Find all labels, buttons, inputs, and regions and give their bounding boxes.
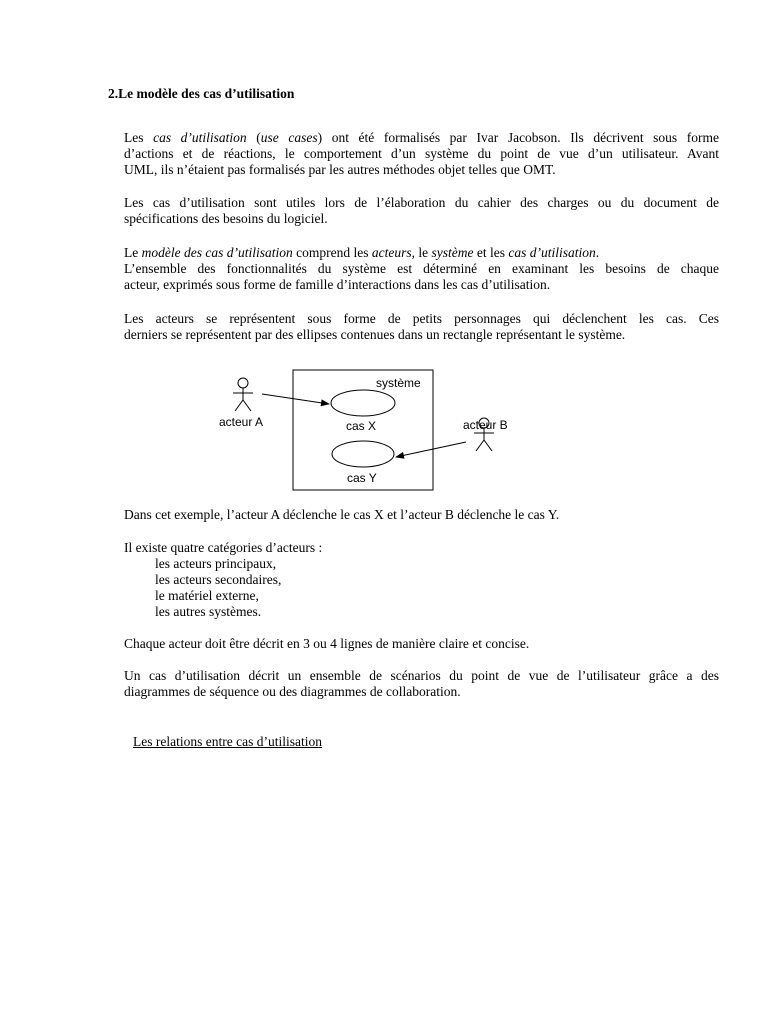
paragraph-line: Les cas d’utilisation sont utiles lors de l’élaboration du cahier des charges ou du document de [124, 195, 719, 210]
use-case-x-ellipse [331, 390, 395, 416]
paragraph-model-components [124, 245, 719, 293]
use-case-y-label: cas Y [347, 471, 377, 485]
use-case-x-label: cas X [346, 419, 377, 433]
paragraph-line: Le modèle des cas d’utilisation comprend les acteurs, le système et les cas d’utilisation. [124, 245, 600, 260]
subsection-heading: Les relations entre cas d’utilisation [133, 734, 322, 749]
use-case-y-ellipse [332, 441, 394, 467]
arrow-actor-a-to-case-x [262, 394, 329, 404]
list-item: les acteurs principaux, [155, 556, 277, 571]
paragraph-line: spécifications des besoins du logiciel. [124, 211, 328, 226]
paragraph-line: acteur, exprimés sous forme de famille d’interactions dans les cas d’utilisation. [124, 277, 551, 292]
list-item: le matériel externe, [155, 588, 259, 603]
use-case-diagram [200, 360, 530, 495]
paragraph-use-case-scenarios [124, 668, 719, 700]
paragraph-line: UML, ils n’étaient pas formalisés par les autres méthodes objet telles que OMT. [124, 162, 556, 177]
diagram-caption: Dans cet exemple, l’acteur A déclenche le cas X et l’acteur B déclenche le cas Y. [124, 507, 560, 522]
paragraph-line: diagrammes de séquence ou des diagrammes de collaboration. [124, 684, 461, 699]
list-item: les acteurs secondaires, [155, 572, 282, 587]
paragraph-line: Les cas d’utilisation (use cases) ont été formalisés par Ivar Jacobson. Ils décrivent sous forme [124, 130, 719, 145]
arrow-actor-b-to-case-y [396, 442, 466, 457]
actor-categories [124, 540, 322, 620]
actor-a-figure [233, 378, 253, 411]
paragraph-usefulness [124, 195, 719, 227]
paragraph-line: Un cas d’utilisation décrit un ensemble de scénarios du point de vue de l’utilisateur grâce a des [124, 668, 719, 683]
section-heading: 2.Le modèle des cas d’utilisation [108, 86, 295, 101]
paragraph-use-cases-intro [124, 130, 719, 178]
actor-b-label: acteur B [463, 418, 508, 432]
paragraph-line: L’ensemble des fonctionnalités du système est déterminé en examinant les besoins de chaque [124, 261, 719, 276]
actor-a-label: acteur A [219, 415, 264, 429]
system-label: système [376, 376, 421, 390]
paragraph-line: d’actions et de réactions, le comportement d’un système du point de vue d’un utilisateur. Avant [124, 146, 719, 161]
paragraph-line: derniers se représentent par des ellipses contenues dans un rectangle représentant le système. [124, 327, 626, 342]
paragraph-line: Les acteurs se représentent sous forme de petits personnages qui déclenchent les cas. Ces [124, 311, 719, 326]
paragraph-representation [124, 311, 719, 343]
categories-intro: Il existe quatre catégories d’acteurs : [124, 540, 323, 555]
list-item: les autres systèmes. [155, 604, 262, 619]
paragraph-actor-description: Chaque acteur doit être décrit en 3 ou 4 lignes de manière claire et concise. [124, 636, 530, 651]
